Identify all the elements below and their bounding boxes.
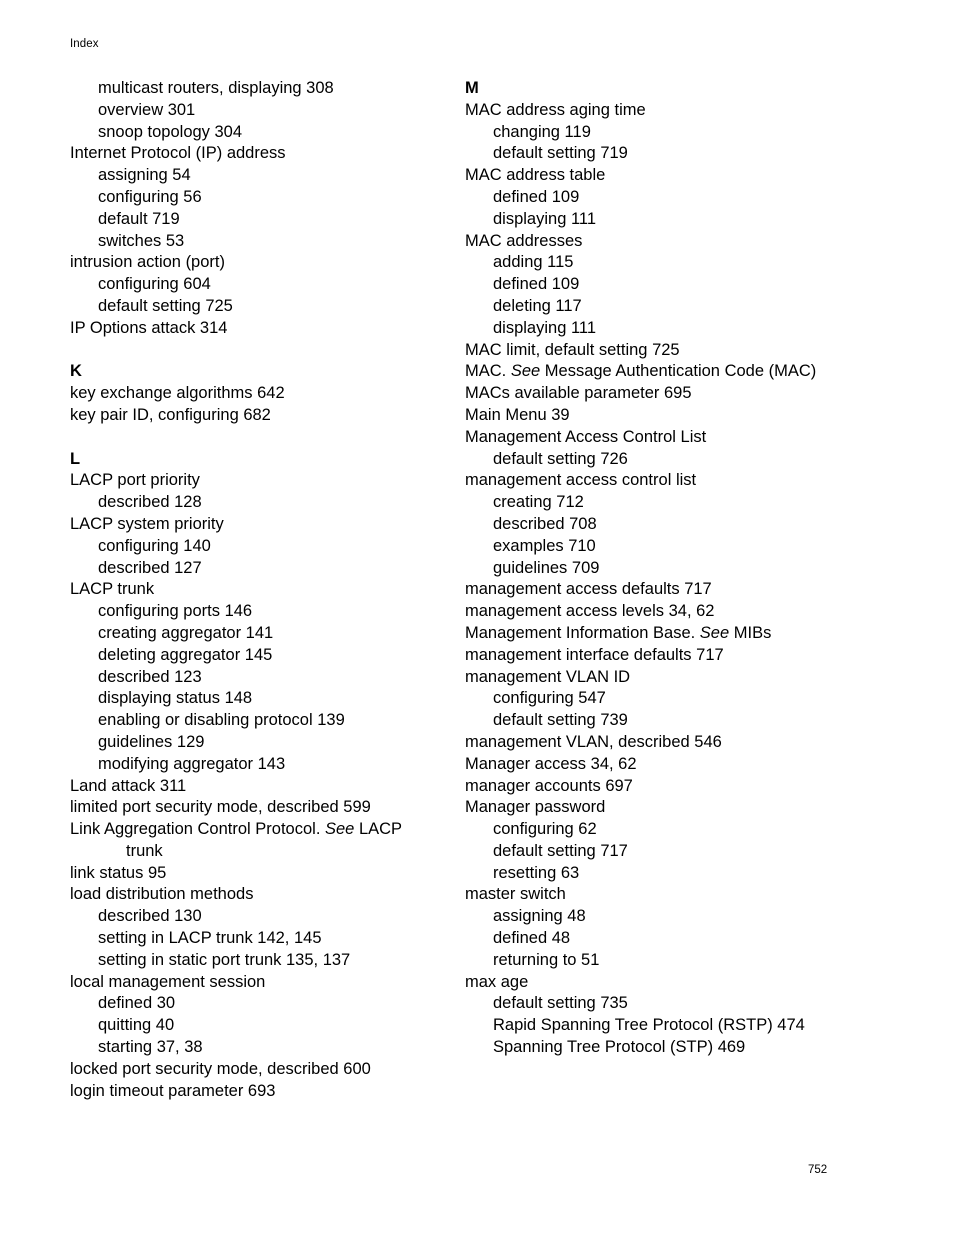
index-subentry <box>70 928 470 950</box>
entry-text: configuring 140 <box>98 536 211 555</box>
index-subentry <box>70 209 470 231</box>
entry-text: defined 48 <box>493 929 571 948</box>
entry-text: default setting 719 <box>493 144 628 163</box>
index-entry <box>465 383 865 405</box>
entry-text: configuring 604 <box>98 275 211 294</box>
entry-text: default setting 735 <box>493 994 628 1013</box>
index-section-letter: M <box>465 79 479 97</box>
index-section-letter: L <box>70 449 81 468</box>
index-entry <box>70 884 470 906</box>
index-entry <box>465 972 865 994</box>
index-subentry <box>465 318 865 340</box>
index-subentry <box>70 231 470 253</box>
entry-text: default setting 739 <box>493 711 628 730</box>
entry-text: assigning 54 <box>98 166 191 185</box>
index-subentry <box>70 1037 470 1059</box>
entry-text: defined 30 <box>98 994 176 1013</box>
see-target: MIBs <box>729 623 772 642</box>
entry-text: key exchange algorithms 642 <box>70 384 285 403</box>
index-subentry <box>70 274 470 296</box>
entry-text: default setting 717 <box>493 841 628 860</box>
index-subentry <box>70 993 470 1015</box>
index-section-letter: K <box>70 362 82 381</box>
entry-text: resetting 63 <box>493 863 580 882</box>
entry-text: MAC. <box>465 362 511 381</box>
index-entry <box>70 514 470 536</box>
index-entry <box>70 1059 470 1081</box>
entry-text: link status 95 <box>70 863 167 882</box>
index-entry <box>70 797 470 819</box>
see-reference: See <box>325 820 355 839</box>
entry-text: Spanning Tree Protocol (STP) 469 <box>493 1038 746 1057</box>
index-subentry <box>465 252 865 274</box>
entry-text: configuring ports 146 <box>98 602 253 621</box>
entry-text: modifying aggregator 143 <box>98 754 286 773</box>
entry-text: deleting aggregator 145 <box>98 645 273 664</box>
entry-text: defined 109 <box>493 187 580 206</box>
section-spacer <box>70 340 470 362</box>
entry-text: described 708 <box>493 514 597 533</box>
entry-text: setting in static port trunk 135, 137 <box>98 950 351 969</box>
index-subentry <box>465 143 865 165</box>
entry-text: MAC limit, default setting 725 <box>465 340 680 359</box>
entry-text: MACs available parameter 695 <box>465 384 692 403</box>
index-column-left <box>70 78 470 1102</box>
index-subentry <box>70 688 470 710</box>
index-entry <box>465 100 865 122</box>
index-subentry <box>70 1015 470 1037</box>
entry-text: manager accounts 697 <box>465 776 633 795</box>
index-subentry <box>70 122 470 144</box>
index-entry <box>70 776 470 798</box>
index-subentry <box>465 536 865 558</box>
entry-text: configuring 547 <box>493 689 606 708</box>
index-subentry <box>70 187 470 209</box>
entry-text: Rapid Spanning Tree Protocol (RSTP) 474 <box>493 1016 805 1035</box>
entry-text: returning to 51 <box>493 950 600 969</box>
index-subentry <box>70 100 470 122</box>
entry-text: described 128 <box>98 493 202 512</box>
index-subentry <box>70 601 470 623</box>
entry-text: MAC address aging time <box>465 100 646 119</box>
entry-text: max age <box>465 972 529 991</box>
entry-text: switches 53 <box>98 231 185 250</box>
index-entry <box>465 361 865 383</box>
entry-text: management VLAN ID <box>465 667 631 686</box>
entry-text: MAC addresses <box>465 231 583 250</box>
entry-text: Management Access Control List <box>465 427 707 446</box>
entry-text: key pair ID, configuring 682 <box>70 405 271 424</box>
index-subentry <box>465 819 865 841</box>
entry-text: Manager access 34, 62 <box>465 754 637 773</box>
running-head: Index <box>70 38 99 50</box>
page-number: 752 <box>808 1164 828 1176</box>
index-column-right <box>465 78 865 1059</box>
see-reference: See <box>510 362 541 381</box>
entry-text: LACP system priority <box>70 514 224 533</box>
index-entry <box>465 470 865 492</box>
entry-text: guidelines 129 <box>98 732 205 751</box>
index-subentry <box>70 78 470 100</box>
entry-text: Land attack 311 <box>70 776 187 795</box>
index-subentry <box>465 1015 865 1037</box>
entry-text: master switch <box>465 885 566 904</box>
section-spacer <box>70 427 470 449</box>
entry-text: described 123 <box>98 667 202 686</box>
index-entry <box>465 623 865 645</box>
entry-text: adding 115 <box>493 253 574 272</box>
index-entry <box>70 1081 470 1103</box>
index-subentry <box>465 558 865 580</box>
entry-text: load distribution methods <box>70 885 254 904</box>
entry-text: Manager password <box>465 798 606 817</box>
entry-text: deleting 117 <box>493 296 582 315</box>
index-entry <box>70 819 470 841</box>
index-entry <box>465 405 865 427</box>
entry-text: default setting 726 <box>493 449 628 468</box>
index-subentry <box>70 667 470 689</box>
entry-text: assigning 48 <box>493 907 586 926</box>
entry-text: configuring 62 <box>493 820 597 839</box>
entry-text: displaying status 148 <box>98 689 253 708</box>
entry-text: creating 712 <box>493 493 584 512</box>
index-subentry <box>465 710 865 732</box>
entry-text: Management Information Base. <box>465 623 700 642</box>
entry-text: management access defaults 717 <box>465 580 712 599</box>
entry-text: multicast routers, displaying 308 <box>98 79 334 97</box>
index-entry <box>465 340 865 362</box>
index-subentry <box>70 165 470 187</box>
index-subentry <box>465 863 865 885</box>
index-subentry <box>70 558 470 580</box>
index-subentry <box>70 710 470 732</box>
index-entry <box>465 645 865 667</box>
entry-text: login timeout parameter 693 <box>70 1081 276 1100</box>
index-entry-continuation <box>70 841 470 863</box>
entry-text: starting 37, 38 <box>98 1038 203 1057</box>
entry-text: limited port security mode, described 599 <box>70 798 371 817</box>
entry-text: Internet Protocol (IP) address <box>70 144 286 163</box>
index-entry <box>465 754 865 776</box>
entry-text: LACP port priority <box>70 471 200 490</box>
index-entry <box>465 601 865 623</box>
entry-text: described 130 <box>98 907 202 926</box>
index-entry <box>465 165 865 187</box>
entry-text: configuring 56 <box>98 187 202 206</box>
index-entry <box>465 732 865 754</box>
entry-text: management access control list <box>465 471 697 490</box>
index-subentry <box>465 209 865 231</box>
entry-text: intrusion action (port) <box>70 253 225 272</box>
entry-text: displaying 111 <box>493 318 597 337</box>
see-reference: See <box>699 623 730 642</box>
entry-text: IP Options attack 314 <box>70 318 228 337</box>
index-subentry <box>465 1037 865 1059</box>
index-entry <box>465 776 865 798</box>
entry-text: setting in LACP trunk 142, 145 <box>98 929 322 948</box>
entry-text: locked port security mode, described 600 <box>70 1059 371 1078</box>
index-subentry <box>465 688 865 710</box>
index-subentry <box>465 993 865 1015</box>
entry-text: management VLAN, described 546 <box>465 732 722 751</box>
index-subentry <box>70 623 470 645</box>
index-entry <box>70 383 470 405</box>
index-entry <box>70 405 470 427</box>
entry-text: default setting 725 <box>98 296 233 315</box>
index-subentry <box>465 906 865 928</box>
index-entry <box>465 579 865 601</box>
index-entry <box>70 972 470 994</box>
see-target: LACP <box>354 820 403 839</box>
entry-text: local management session <box>70 972 266 991</box>
index-entry <box>465 797 865 819</box>
index-entry <box>465 667 865 689</box>
index-subentry <box>465 841 865 863</box>
entry-text: changing 119 <box>493 122 591 141</box>
entry-text: defined 109 <box>493 275 580 294</box>
entry-text: management interface defaults 717 <box>465 645 724 664</box>
index-subentry <box>465 492 865 514</box>
index-entry <box>70 318 470 340</box>
entry-text: management access levels 34, 62 <box>465 602 715 621</box>
index-entry <box>70 143 470 165</box>
index-entry <box>465 231 865 253</box>
entry-text: guidelines 709 <box>493 558 600 577</box>
index-subentry <box>465 514 865 536</box>
entry-text: default 719 <box>98 209 180 228</box>
index-subentry <box>70 732 470 754</box>
entry-text: enabling or disabling protocol 139 <box>98 711 345 730</box>
entry-text: creating aggregator 141 <box>98 623 274 642</box>
index-subentry <box>465 950 865 972</box>
index-subentry <box>70 950 470 972</box>
index-entry <box>465 427 865 449</box>
index-subentry <box>70 754 470 776</box>
entry-text: described 127 <box>98 558 202 577</box>
index-subentry <box>465 274 865 296</box>
index-subentry <box>465 928 865 950</box>
entry-text: displaying 111 <box>493 209 597 228</box>
entry-text: overview 301 <box>98 100 196 119</box>
index-entry <box>70 470 470 492</box>
entry-text: trunk <box>126 841 163 860</box>
entry-text: Link Aggregation Control Protocol. <box>70 820 325 839</box>
index-entry <box>70 252 470 274</box>
entry-text: snoop topology 304 <box>98 122 243 141</box>
index-subentry <box>465 122 865 144</box>
index-subentry <box>70 492 470 514</box>
index-subentry <box>465 449 865 471</box>
index-entry <box>70 579 470 601</box>
index-subentry <box>70 906 470 928</box>
entry-text: MAC address table <box>465 166 606 185</box>
index-entry <box>70 863 470 885</box>
index-subentry <box>465 187 865 209</box>
index-subentry <box>70 296 470 318</box>
entry-text: LACP trunk <box>70 580 155 599</box>
index-subentry <box>70 536 470 558</box>
see-target: Message Authentication Code (MAC) <box>540 362 817 381</box>
index-subentry <box>70 645 470 667</box>
entry-text: Main Menu 39 <box>465 405 570 424</box>
entry-text: examples 710 <box>493 536 596 555</box>
entry-text: quitting 40 <box>98 1016 175 1035</box>
index-entry <box>465 884 865 906</box>
index-subentry <box>465 296 865 318</box>
